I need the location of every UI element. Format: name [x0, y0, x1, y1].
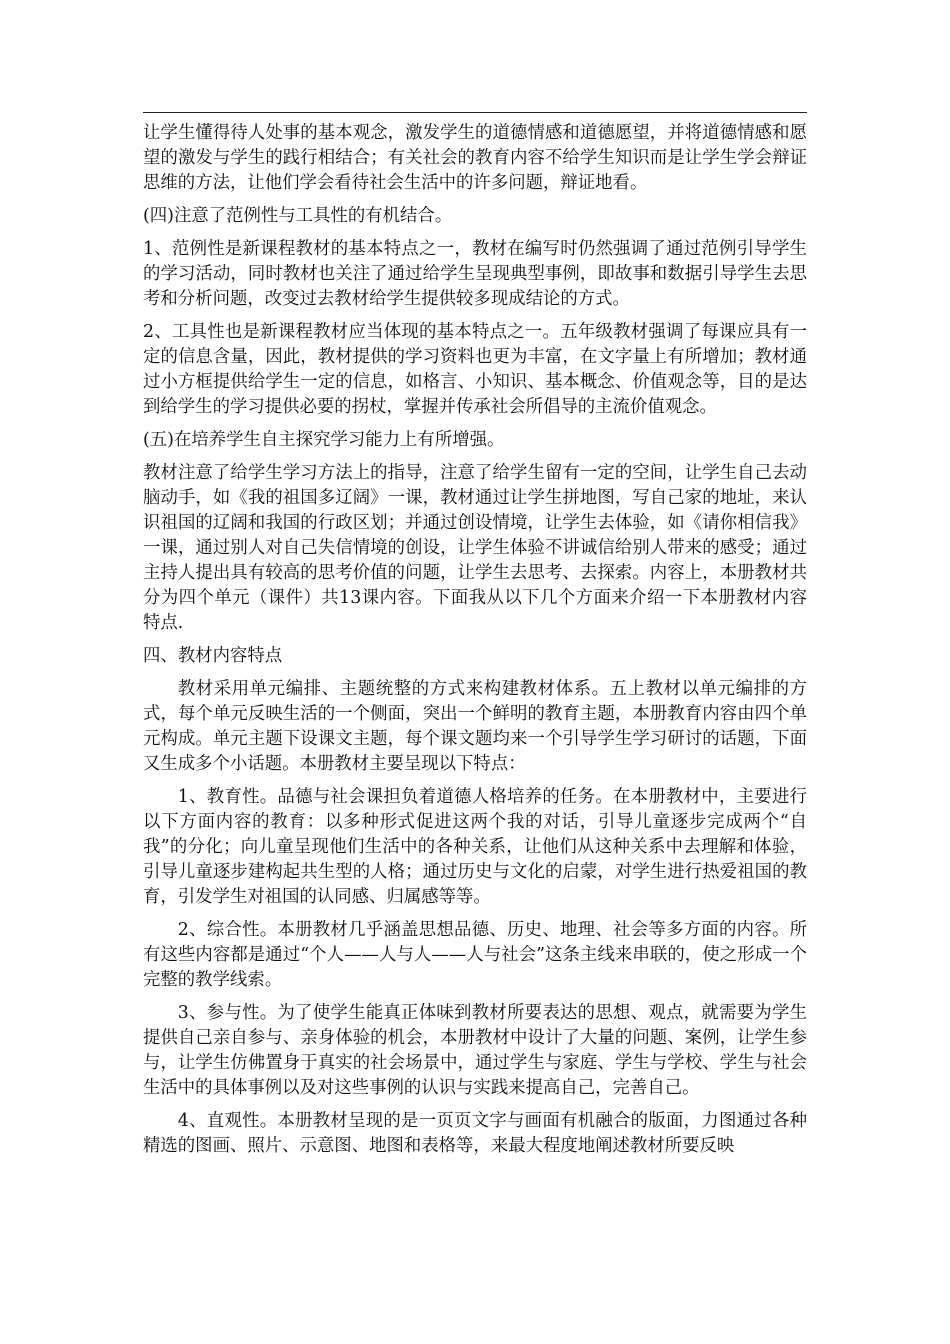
heading-section-4: (四)注意了范例性与工具性的有机结合。: [143, 206, 453, 226]
document-page: [143, 112, 807, 1167]
paragraph-moral-education: 让学生懂得待人处事的基本观念，激发学生的道德情感和道德愿望，并将道德情感和愿望的激发与学生的践行相结合；有关社会的教育内容不给学生知识而是让学生学会辩证思维的方法，让他们学会看待社会生活中的许多问题，辩证地看。: [143, 123, 807, 193]
heading-content-features: 四、教材内容特点: [143, 646, 283, 666]
paragraph-exemplarity: 1、范例性是新课程教材的基本特点之一，教材在编写时仍然强调了通过范例引导学生的学习活动，同时教材也关注了通过给学生呈现典型事例，即故事和数据引导学生去思考和分析问题，改变过去教材给学生提供较多现成结论的方式。: [143, 239, 807, 309]
paragraph-feature-intuitive: 4、直观性。本册教材呈现的是一页页文字与画面有机融合的版面，力图通过各种精选的图画、照片、示意图、地图和表格等，来最大程度地阐述教材所要反映: [143, 1111, 807, 1156]
header-rule: [143, 112, 807, 113]
paragraph-instrumentality: 2、工具性也是新课程教材应当体现的基本特点之一。五年级教材强调了每课应具有一定的信息含量，因此，教材提供的学习资料也更为丰富，在文字量上有所增加；教材通过小方框提供给学生一定的信息，如格言、小知识、基本概念、价值观念等，目的是达到给学生的学习提供必要的拐杖，掌握并传承社会所倡导的主流价值观念。: [143, 322, 807, 417]
paragraph-feature-comprehensive: 2、综合性。本册教材几乎涵盖思想品德、历史、地理、社会等多方面的内容。所有这些内容都是通过“个人——人与人——人与社会”这条主线来串联的，使之形成一个完整的教学线索。: [143, 920, 807, 990]
paragraph-learning-methods: 教材注意了给学生学习方法上的指导，注意了给学生留有一定的空间，让学生自己去动脑动手，如《我的祖国多辽阔》一课，教材通过让学生拼地图，写自己家的地址，来认识祖国的辽阔和我国的行政区划；并通过创设情境，让学生去体验，如《请你相信我》一课，通过别人对自己失信情境的创设，让学生体验不讲诚信给别人带来的感受；通过主持人提出具有较高的思考价值的问题，让学生去思考、去探索。内容上，本册教材共分为四个单元（课件）共13课内容。下面我从以下几个方面来介绍一下本册教材内容特点.: [143, 463, 807, 633]
paragraph-feature-participatory: 3、参与性。为了使学生能真正体味到教材所要表达的思想、观点，就需要为学生提供自己亲自参与、亲身体验的机会，本册教材中设计了大量的问题、案例，让学生参与，让学生仿佛置身于真实的社会场景中，通过学生与家庭、学生与学校、学生与社会生活中的具体事例以及对这些事例的认识与实践来提高自己，完善自己。: [143, 1003, 807, 1098]
paragraph-unit-structure: 教材采用单元编排、主题统整的方式来构建教材体系。五上教材以单元编排的方式，每个单元反映生活的一个侧面，突出一个鲜明的教育主题，本册教育内容由四个单元构成。单元主题下设课文主题，每个课文题均来一个引导学生学习研讨的话题，下面又生成多个小话题。本册教材主要呈现以下特点：: [143, 679, 807, 774]
heading-section-5: (五)在培养学生自主探究学习能力上有所增强。: [143, 430, 505, 450]
paragraph-feature-educational: 1、教育性。品德与社会课担负着道德人格培养的任务。在本册教材中，主要进行以下方面内容的教育：以多种形式促进这两个我的对话，引导儿童逐步完成两个“自我”的分化；向儿童呈现他们生活中的各种关系，让他们从这种关系中去理解和体验，引导儿童逐步建构起共生型的人格；通过历史与文化的启蒙，对学生进行热爱祖国的教育，引发学生对祖国的认同感、归属感等等。: [143, 787, 807, 907]
